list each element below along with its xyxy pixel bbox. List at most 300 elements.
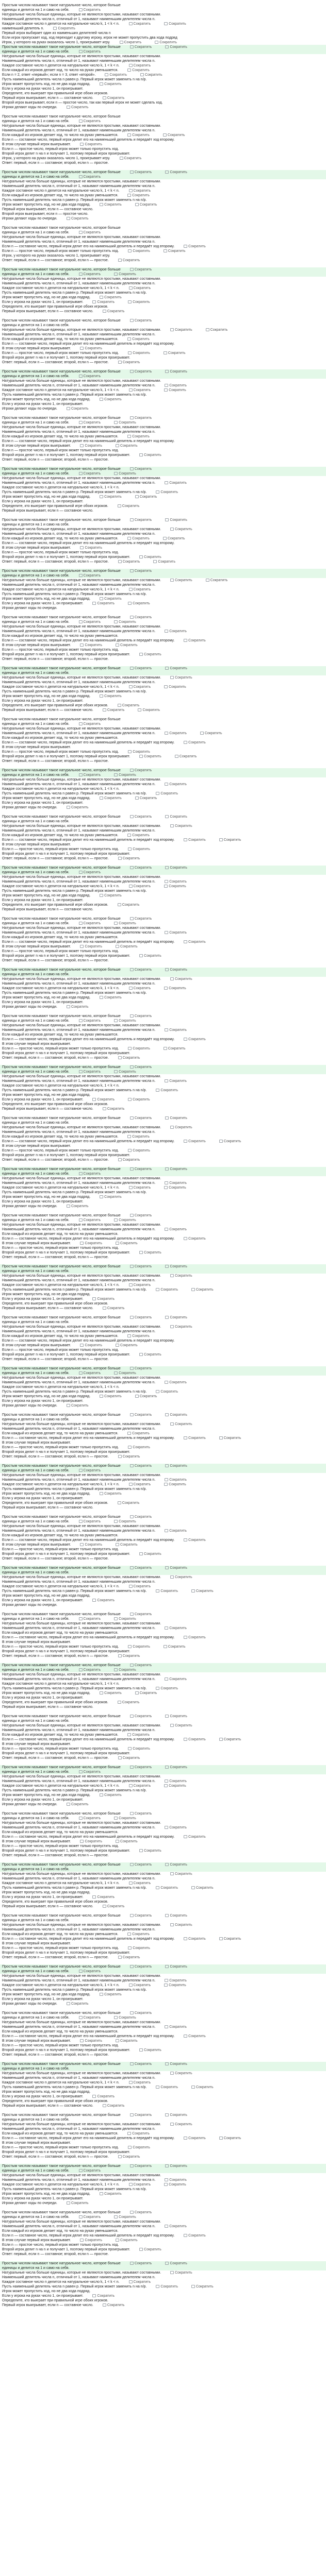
shorten-control[interactable]	[135, 495, 157, 499]
shorten-control[interactable]	[165, 1626, 187, 1631]
shorten-control[interactable]	[130, 1566, 152, 1570]
shorten-control[interactable]	[114, 1019, 136, 1023]
shorten-control[interactable]	[79, 1519, 101, 1524]
shorten-control[interactable]	[129, 2182, 151, 2187]
shorten-control[interactable]	[79, 1218, 101, 1223]
shorten-control[interactable]	[118, 1955, 140, 1960]
shorten-control[interactable]	[170, 2071, 192, 2076]
shorten-control[interactable]	[130, 318, 152, 323]
shorten-control[interactable]	[156, 1686, 178, 1691]
shorten-control[interactable]	[165, 1978, 187, 1983]
shorten-control[interactable]	[100, 82, 122, 87]
shorten-control[interactable]	[114, 471, 136, 476]
shorten-control[interactable]	[156, 791, 178, 796]
shorten-control[interactable]	[128, 601, 150, 606]
shorten-control[interactable]	[80, 2039, 102, 2043]
shorten-control[interactable]	[100, 1394, 122, 1399]
shorten-control[interactable]	[165, 170, 187, 175]
shorten-control[interactable]	[80, 444, 102, 448]
shorten-control[interactable]	[128, 300, 150, 304]
shorten-control[interactable]	[139, 2247, 161, 2252]
shorten-control[interactable]	[165, 1167, 187, 1172]
shorten-control[interactable]	[116, 944, 138, 949]
shorten-control[interactable]	[165, 879, 187, 884]
shorten-control[interactable]	[114, 773, 136, 777]
shorten-control[interactable]	[103, 2303, 125, 2308]
shorten-control[interactable]	[53, 26, 75, 31]
shorten-control[interactable]	[120, 40, 142, 45]
shorten-control[interactable]	[80, 1343, 102, 1348]
shorten-control[interactable]	[130, 1515, 152, 1519]
shorten-control[interactable]	[80, 643, 102, 648]
shorten-control[interactable]	[130, 1765, 152, 1770]
shorten-control[interactable]	[130, 2113, 152, 2117]
shorten-control[interactable]	[164, 1983, 186, 1988]
shorten-control[interactable]	[165, 2261, 187, 2266]
shorten-control[interactable]	[165, 1862, 187, 1867]
shorten-control[interactable]	[155, 40, 177, 45]
shorten-control[interactable]	[127, 434, 150, 439]
shorten-control[interactable]	[67, 2002, 89, 2006]
shorten-control[interactable]	[175, 754, 197, 759]
shorten-control[interactable]	[128, 1645, 150, 1649]
shorten-control[interactable]	[79, 773, 101, 777]
shorten-control[interactable]	[103, 1107, 125, 1111]
shorten-control[interactable]	[165, 369, 187, 374]
shorten-control[interactable]	[139, 754, 161, 759]
shorten-control[interactable]	[191, 1287, 214, 1292]
shorten-control[interactable]	[170, 675, 192, 680]
shorten-control[interactable]	[191, 1589, 214, 1594]
shorten-control[interactable]	[129, 1881, 151, 1886]
shorten-control[interactable]	[165, 1566, 187, 1570]
shorten-control[interactable]	[127, 337, 150, 342]
shorten-control[interactable]	[130, 467, 152, 471]
shorten-control[interactable]	[153, 560, 175, 564]
shorten-control[interactable]	[139, 652, 161, 657]
shorten-control[interactable]	[67, 805, 89, 810]
shorten-control[interactable]	[129, 388, 151, 393]
shorten-control[interactable]	[127, 1733, 150, 1737]
shorten-control[interactable]	[129, 1584, 151, 1589]
shorten-control[interactable]	[135, 1394, 157, 1399]
shorten-control[interactable]	[170, 2270, 192, 2275]
shorten-control[interactable]	[129, 286, 151, 291]
shorten-control[interactable]	[130, 369, 152, 374]
shorten-control[interactable]	[128, 1097, 150, 1102]
shorten-control[interactable]	[114, 1218, 136, 1223]
shorten-control[interactable]	[184, 1037, 206, 1042]
shorten-control[interactable]	[184, 2034, 206, 2039]
shorten-control[interactable]	[116, 1241, 138, 1246]
shorten-control[interactable]	[156, 2085, 178, 2090]
shorten-control[interactable]	[67, 216, 89, 221]
shorten-control[interactable]	[130, 1116, 152, 1121]
shorten-control[interactable]	[114, 272, 136, 277]
shorten-control[interactable]	[165, 2224, 187, 2229]
shorten-control[interactable]	[79, 1969, 101, 1974]
shorten-control[interactable]	[128, 249, 150, 253]
shorten-control[interactable]	[80, 1241, 102, 1246]
shorten-control[interactable]	[129, 2080, 151, 2085]
shorten-control[interactable]	[79, 722, 101, 726]
shorten-control[interactable]	[130, 45, 152, 49]
shorten-control[interactable]	[184, 1436, 206, 1440]
shorten-control[interactable]	[103, 309, 125, 314]
shorten-control[interactable]	[100, 796, 122, 801]
shorten-control[interactable]	[103, 1306, 125, 1311]
shorten-control[interactable]	[140, 73, 162, 77]
shorten-control[interactable]	[79, 420, 101, 425]
shorten-control[interactable]	[139, 1849, 161, 1853]
shorten-control[interactable]	[130, 866, 152, 870]
shorten-control[interactable]	[165, 1913, 187, 1918]
shorten-control[interactable]	[165, 1380, 187, 1385]
shorten-control[interactable]	[165, 2178, 187, 2182]
shorten-control[interactable]	[164, 249, 186, 253]
shorten-control[interactable]	[127, 1431, 150, 1436]
shorten-control[interactable]	[79, 921, 101, 926]
shorten-control[interactable]	[130, 1014, 152, 1019]
shorten-control[interactable]	[79, 272, 101, 277]
shorten-control[interactable]	[165, 930, 187, 935]
shorten-control[interactable]	[165, 1315, 187, 1320]
shorten-control[interactable]	[165, 518, 187, 522]
shorten-control[interactable]	[156, 1389, 178, 1394]
shorten-control[interactable]	[219, 838, 241, 842]
shorten-control[interactable]	[130, 815, 152, 819]
shorten-control[interactable]	[184, 638, 206, 643]
shorten-control[interactable]	[170, 527, 192, 532]
shorten-control[interactable]	[165, 1116, 187, 1121]
shorten-control[interactable]	[165, 866, 187, 870]
shorten-control[interactable]	[129, 1784, 151, 1788]
shorten-control[interactable]	[67, 2201, 89, 2206]
shorten-control[interactable]	[130, 968, 152, 972]
shorten-control[interactable]	[170, 578, 192, 583]
shorten-control[interactable]	[170, 1575, 192, 1580]
shorten-control[interactable]	[165, 383, 187, 388]
shorten-control[interactable]	[116, 444, 138, 448]
shorten-control[interactable]	[139, 1352, 161, 1357]
shorten-control[interactable]	[130, 1213, 152, 1218]
shorten-control[interactable]	[67, 1204, 89, 1209]
shorten-control[interactable]	[184, 940, 206, 944]
shorten-control[interactable]	[165, 1825, 187, 1830]
shorten-control[interactable]	[165, 1028, 187, 1032]
shorten-control[interactable]	[79, 1617, 101, 1621]
shorten-control[interactable]	[165, 2025, 187, 2029]
shorten-control[interactable]	[156, 1088, 178, 1093]
shorten-control[interactable]	[79, 2015, 101, 2020]
shorten-control[interactable]	[130, 1167, 152, 1172]
shorten-control[interactable]	[170, 977, 192, 981]
shorten-control[interactable]	[130, 1264, 152, 1269]
shorten-control[interactable]	[165, 1413, 187, 1417]
shorten-control[interactable]	[129, 1983, 151, 1988]
shorten-control[interactable]	[116, 643, 138, 648]
shorten-control[interactable]	[79, 119, 101, 124]
shorten-control[interactable]	[127, 833, 150, 838]
shorten-control[interactable]	[79, 1070, 101, 1074]
shorten-control[interactable]	[164, 388, 186, 393]
shorten-control[interactable]	[100, 893, 122, 898]
shorten-control[interactable]	[92, 1598, 115, 1603]
shorten-control[interactable]	[127, 1334, 150, 1338]
shorten-control[interactable]	[184, 2233, 206, 2238]
shorten-control[interactable]	[79, 2215, 101, 2219]
shorten-control[interactable]	[165, 731, 187, 736]
shorten-control[interactable]	[67, 1005, 89, 1009]
shorten-control[interactable]	[128, 1946, 150, 1951]
shorten-control[interactable]	[92, 1297, 115, 1301]
shorten-control[interactable]	[80, 142, 102, 147]
shorten-control[interactable]	[116, 1343, 138, 1348]
shorten-control[interactable]	[219, 1937, 241, 1941]
shorten-control[interactable]	[118, 1454, 140, 1459]
shorten-control[interactable]	[129, 587, 151, 592]
shorten-control[interactable]	[118, 1056, 140, 1060]
shorten-control[interactable]	[128, 750, 150, 754]
shorten-control[interactable]	[165, 629, 187, 634]
shorten-control[interactable]	[114, 1617, 136, 1621]
shorten-control[interactable]	[79, 1668, 101, 1672]
shorten-control[interactable]	[156, 1287, 178, 1292]
shorten-control[interactable]	[164, 351, 186, 355]
shorten-control[interactable]	[164, 22, 186, 26]
shorten-control[interactable]	[114, 620, 136, 624]
shorten-control[interactable]	[165, 968, 187, 972]
shorten-control[interactable]	[170, 1325, 192, 1329]
shorten-control[interactable]	[80, 346, 102, 351]
shorten-control[interactable]	[130, 2164, 152, 2168]
shorten-control[interactable]	[67, 1802, 89, 1807]
shorten-control[interactable]	[103, 1904, 125, 1909]
shorten-control[interactable]	[170, 1723, 192, 1728]
shorten-control[interactable]	[130, 1065, 152, 1070]
shorten-control[interactable]	[130, 1964, 152, 1969]
shorten-control[interactable]	[219, 1436, 241, 1440]
shorten-control[interactable]	[164, 1046, 186, 1051]
shorten-control[interactable]	[92, 1895, 115, 1900]
shorten-control[interactable]	[165, 1714, 187, 1719]
shorten-control[interactable]	[118, 1756, 140, 1760]
shorten-control[interactable]	[127, 1134, 150, 1139]
shorten-control[interactable]	[170, 1125, 192, 1130]
shorten-control[interactable]	[118, 1158, 140, 1162]
shorten-control[interactable]	[103, 96, 125, 100]
shorten-control[interactable]	[139, 1250, 161, 1255]
shorten-control[interactable]	[116, 2039, 138, 2043]
shorten-control[interactable]	[79, 175, 101, 179]
shorten-control[interactable]	[128, 351, 150, 355]
shorten-control[interactable]	[139, 1552, 161, 1556]
shorten-control[interactable]	[184, 1538, 206, 1543]
shorten-control[interactable]	[164, 1784, 186, 1788]
shorten-control[interactable]	[79, 374, 101, 379]
shorten-control[interactable]	[67, 406, 89, 411]
shorten-control[interactable]	[129, 2280, 151, 2284]
shorten-control[interactable]	[165, 1765, 187, 1770]
shorten-control[interactable]	[129, 884, 151, 889]
shorten-control[interactable]	[130, 2210, 152, 2215]
shorten-control[interactable]	[129, 63, 151, 68]
shorten-control[interactable]	[80, 1543, 102, 1547]
shorten-control[interactable]	[165, 1264, 187, 1269]
shorten-control[interactable]	[79, 230, 101, 235]
shorten-control[interactable]	[118, 560, 140, 564]
shorten-control[interactable]	[114, 420, 136, 425]
shorten-control[interactable]	[165, 481, 187, 485]
shorten-control[interactable]	[130, 917, 152, 921]
shorten-control[interactable]	[105, 73, 127, 77]
shorten-control[interactable]	[118, 856, 140, 861]
shorten-control[interactable]	[100, 295, 122, 300]
shorten-control[interactable]	[79, 1172, 101, 1176]
shorten-control[interactable]	[116, 2238, 138, 2243]
shorten-control[interactable]	[118, 903, 140, 907]
shorten-control[interactable]	[127, 536, 150, 541]
shorten-control[interactable]	[184, 838, 206, 842]
shorten-control[interactable]	[79, 573, 101, 578]
shorten-control[interactable]	[100, 2192, 122, 2196]
shorten-control[interactable]	[67, 105, 89, 110]
shorten-control[interactable]	[100, 1691, 122, 1696]
shorten-control[interactable]	[116, 1543, 138, 1547]
shorten-control[interactable]	[219, 1139, 241, 1144]
shorten-control[interactable]	[100, 694, 122, 699]
shorten-control[interactable]	[127, 1932, 150, 1937]
shorten-control[interactable]	[170, 824, 192, 828]
shorten-control[interactable]	[80, 1839, 102, 1844]
shorten-control[interactable]	[156, 1886, 178, 1890]
shorten-control[interactable]	[130, 1315, 152, 1320]
shorten-control[interactable]	[114, 1816, 136, 1821]
shorten-control[interactable]	[130, 615, 152, 620]
shorten-control[interactable]	[165, 2062, 187, 2066]
shorten-control[interactable]	[184, 2136, 206, 2141]
shorten-control[interactable]	[164, 884, 186, 889]
shorten-control[interactable]	[165, 2113, 187, 2117]
shorten-control[interactable]	[128, 1148, 150, 1153]
shorten-control[interactable]	[118, 1501, 140, 1505]
shorten-control[interactable]	[206, 578, 228, 583]
shorten-control[interactable]	[164, 1185, 186, 1190]
shorten-control[interactable]	[79, 471, 101, 476]
shorten-control[interactable]	[184, 1635, 206, 1640]
shorten-control[interactable]	[156, 490, 178, 495]
shorten-control[interactable]	[114, 1070, 136, 1074]
shorten-control[interactable]	[100, 597, 122, 601]
shorten-control[interactable]	[170, 328, 192, 332]
shorten-control[interactable]	[130, 267, 152, 272]
shorten-control[interactable]	[135, 202, 157, 207]
shorten-control[interactable]	[114, 1519, 136, 1524]
shorten-control[interactable]	[164, 986, 186, 991]
shorten-control[interactable]	[165, 782, 187, 787]
shorten-control[interactable]	[170, 1422, 192, 1427]
shorten-control[interactable]	[138, 708, 160, 713]
shorten-control[interactable]	[118, 703, 140, 708]
shorten-control[interactable]	[191, 1886, 214, 1890]
shorten-control[interactable]	[129, 1283, 151, 1287]
shorten-control[interactable]	[156, 2284, 178, 2289]
shorten-control[interactable]	[129, 986, 151, 991]
shorten-control[interactable]	[100, 995, 122, 1000]
shorten-control[interactable]	[165, 1079, 187, 1083]
shorten-control[interactable]	[79, 2168, 101, 2173]
shorten-control[interactable]	[165, 1677, 187, 1682]
shorten-control[interactable]	[114, 1371, 136, 1376]
shorten-control[interactable]	[184, 1139, 206, 1144]
shorten-control[interactable]	[130, 1811, 152, 1816]
shorten-control[interactable]	[139, 453, 161, 457]
shorten-control[interactable]	[92, 300, 115, 304]
shorten-control[interactable]	[100, 495, 122, 499]
shorten-control[interactable]	[170, 1274, 192, 1278]
shorten-control[interactable]	[129, 1185, 151, 1190]
shorten-control[interactable]	[191, 2085, 214, 2090]
shorten-control[interactable]	[127, 133, 150, 138]
shorten-control[interactable]	[118, 360, 140, 365]
shorten-control[interactable]	[184, 740, 206, 745]
shorten-control[interactable]	[79, 1770, 101, 1774]
shorten-control[interactable]	[92, 1097, 115, 1102]
shorten-control[interactable]	[130, 2261, 152, 2266]
shorten-control[interactable]	[79, 1019, 101, 1023]
shorten-control[interactable]	[118, 2155, 140, 2159]
shorten-control[interactable]	[130, 1663, 152, 1668]
shorten-control[interactable]	[92, 601, 115, 606]
shorten-control[interactable]	[135, 1691, 157, 1696]
shorten-control[interactable]	[92, 2294, 115, 2298]
shorten-control[interactable]	[103, 708, 125, 713]
shorten-control[interactable]	[127, 193, 150, 198]
shorten-control[interactable]	[219, 1737, 241, 1742]
shorten-control[interactable]	[163, 133, 185, 138]
shorten-control[interactable]	[165, 1227, 187, 1232]
shorten-control[interactable]	[130, 518, 152, 522]
shorten-control[interactable]	[67, 1403, 89, 1408]
shorten-control[interactable]	[163, 536, 185, 541]
shorten-control[interactable]	[219, 2136, 241, 2141]
shorten-control[interactable]	[165, 1529, 187, 1533]
shorten-control[interactable]	[206, 328, 228, 332]
shorten-control[interactable]	[129, 22, 151, 26]
shorten-control[interactable]	[130, 1714, 152, 1719]
shorten-control[interactable]	[130, 1913, 152, 1918]
shorten-control[interactable]	[128, 847, 150, 852]
shorten-control[interactable]	[128, 2145, 150, 2150]
shorten-control[interactable]	[165, 1478, 187, 1482]
shorten-control[interactable]	[191, 2284, 214, 2289]
shorten-control[interactable]	[118, 258, 140, 263]
shorten-control[interactable]	[200, 731, 222, 736]
shorten-control[interactable]	[114, 2215, 136, 2219]
shorten-control[interactable]	[100, 397, 122, 402]
shorten-control[interactable]	[170, 2122, 192, 2127]
shorten-control[interactable]	[139, 954, 161, 958]
shorten-control[interactable]	[80, 944, 102, 949]
shorten-control[interactable]	[130, 1464, 152, 1468]
shorten-control[interactable]	[164, 1482, 186, 1487]
shorten-control[interactable]	[127, 2131, 150, 2136]
shorten-control[interactable]	[118, 504, 140, 509]
shorten-control[interactable]	[165, 1181, 187, 1185]
shorten-control[interactable]	[128, 1747, 150, 1751]
shorten-control[interactable]	[130, 666, 152, 671]
shorten-control[interactable]	[184, 1737, 206, 1742]
